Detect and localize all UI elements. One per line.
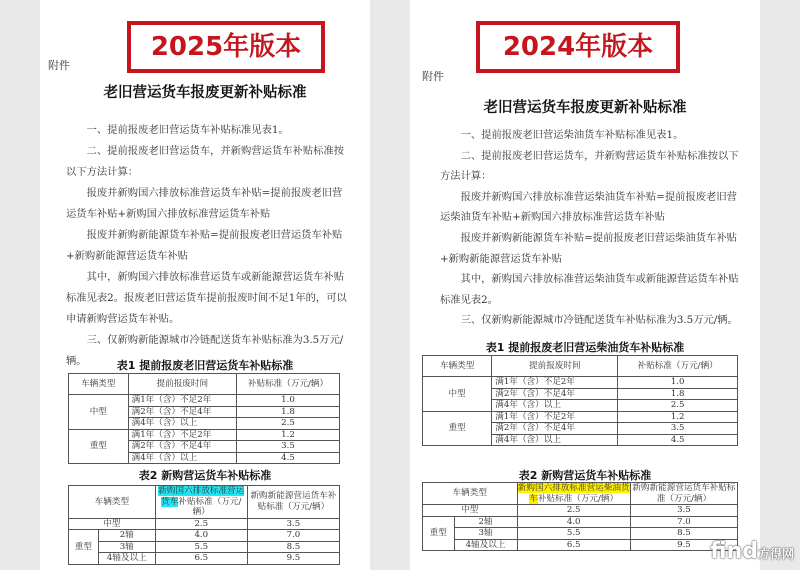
paragraph: 其中，新购国六排放标准营运货车或新能源营运货车补贴标准见表2。报废老旧营运货车提前报废时间不足1年的，可以申请新购营运货车补贴。 — [66, 271, 347, 325]
table-header: 提前报废时间 — [128, 374, 236, 395]
document-body — [440, 125, 746, 331]
highlight: 新购国六排放标准营运货车 — [158, 486, 245, 507]
table-row: 4轴及以上 6.5 9.5 — [69, 553, 340, 565]
table-header: 提前报废时间 — [492, 356, 618, 377]
paragraph: 三、仅新购新能源城市冷链配送货车补贴标准为3.5万元/辆。 — [460, 314, 738, 327]
table-row: 重型 满1年（含）不足2年 1.2 — [69, 429, 340, 441]
paragraph: 报废并新购新能源货车补贴=提前报废老旧营运货车补贴+新购新能源营运货车补贴 — [66, 229, 343, 262]
table-row: 满4年（含）以上 2.5 — [423, 400, 738, 412]
paragraph: 一、提前报废老旧营运货车补贴标准见表1。 — [86, 124, 289, 136]
paragraph: 报废并新购国六排放标准营运货车补贴=提前报废老旧营运货车补贴+新购国六排放标准营运货车补贴 — [66, 187, 343, 220]
table2-caption: 表2 新购营运货车补贴标准 — [518, 469, 652, 482]
table-row: 4轴及以上 6.5 9.5 — [423, 539, 738, 551]
table2 — [422, 482, 738, 551]
table2 — [68, 485, 340, 565]
table-row: 重型 满1年（含）不足2年 1.2 — [423, 411, 738, 423]
table-row: 满2年（含）不足4年 3.5 — [423, 423, 738, 435]
attachment-label: 附件 — [422, 70, 444, 83]
table-header: 新购新能源营运货车补贴标准（万元/辆） — [247, 486, 339, 519]
table-row: 中型 2.5 3.5 — [69, 518, 340, 530]
paragraph: 报废并新购国六排放标准营运柴油货车补贴=提前报废老旧营运柴油货车补贴+新购国六排放标准营运货车补贴 — [440, 190, 737, 224]
table-row: 满2年（含）不足4年 1.8 — [423, 388, 738, 400]
watermark-logo: find方得网 — [710, 539, 794, 564]
document-title: 老旧营运货车报废更新补贴标准 — [103, 84, 307, 101]
table1-caption: 表1 提前报废老旧营运货车补贴标准 — [116, 359, 294, 372]
table-row: 中型 满1年（含）不足2年 1.0 — [69, 395, 340, 407]
table-row: 满2年（含）不足4年 1.8 — [69, 406, 340, 418]
table-row: 重型 2轴 4.0 7.0 — [69, 530, 340, 542]
table-header: 车辆类型 — [69, 486, 156, 519]
table-row: 3轴 5.5 8.5 — [423, 528, 738, 540]
table-header: 新购新能源营运货车补贴标准（万元/辆） — [632, 483, 736, 504]
paragraph: 二、提前报废老旧营运货车，并新购营运货车补贴标准按以下方法计算： — [66, 145, 345, 178]
table-header: 车辆类型 — [69, 374, 129, 395]
table2-caption: 表2 新购营运货车补贴标准 — [138, 469, 272, 482]
highlight: 新购国六排放标准营运柴油货车 — [517, 483, 630, 504]
version-banner: 2024年版本 — [476, 21, 680, 73]
document-page-2024 — [410, 0, 760, 570]
table1 — [68, 373, 340, 464]
table-row: 3轴 5.5 8.5 — [69, 541, 340, 553]
table-row: 满4年（含）以上 4.5 — [423, 434, 738, 446]
table-row: 满4年（含）以上 4.5 — [69, 452, 340, 464]
document-page-2025 — [40, 0, 370, 570]
paragraph: 其中，新购国六排放标准营运柴油货车或新能源营运货车补贴标准见表2。 — [440, 273, 739, 306]
table-header: 补贴标准（万元/辆） — [237, 374, 340, 395]
table-header: 补贴标准（万元/辆） — [618, 356, 738, 377]
paragraph: 一、提前报废老旧营运柴油货车补贴标准见表1。 — [460, 129, 684, 141]
table1-caption: 表1 提前报废老旧营运柴油货车补贴标准 — [485, 341, 685, 354]
table-row: 满4年（含）以上 2.5 — [69, 418, 340, 430]
attachment-label: 附件 — [48, 59, 70, 72]
paragraph: 报废并新购新能源货车补贴=提前报废老旧营运柴油货车补贴+新购新能源营运货车补贴 — [440, 231, 737, 265]
paragraph: 二、提前报废老旧营运货车，并新购营运货车补贴标准按以下方法计算： — [440, 149, 739, 183]
document-title: 老旧营运货车报废更新补贴标准 — [483, 99, 687, 116]
table-row: 中型 满1年（含）不足2年 1.0 — [423, 377, 738, 389]
document-body — [66, 120, 348, 372]
table-header: 车辆类型 — [423, 483, 518, 505]
table-header: 新购国六排放标准营运货车补贴标准（万元/辆） — [155, 486, 247, 519]
table-row: 中型 2.5 3.5 — [423, 505, 738, 517]
table-header: 车辆类型 — [423, 356, 492, 377]
table-header: 新购国六排放标准营运柴油货车补贴标准（万元/辆） — [517, 483, 630, 504]
table1 — [422, 355, 738, 446]
paragraph: 三、仅新购新能源城市冷链配送货车补贴标准为3.5万元/辆。 — [66, 334, 344, 367]
table-row: 满2年（含）不足4年 3.5 — [69, 441, 340, 453]
version-banner: 2025年版本 — [127, 21, 325, 73]
table-row: 重型 2轴 4.0 7.0 — [423, 516, 738, 528]
